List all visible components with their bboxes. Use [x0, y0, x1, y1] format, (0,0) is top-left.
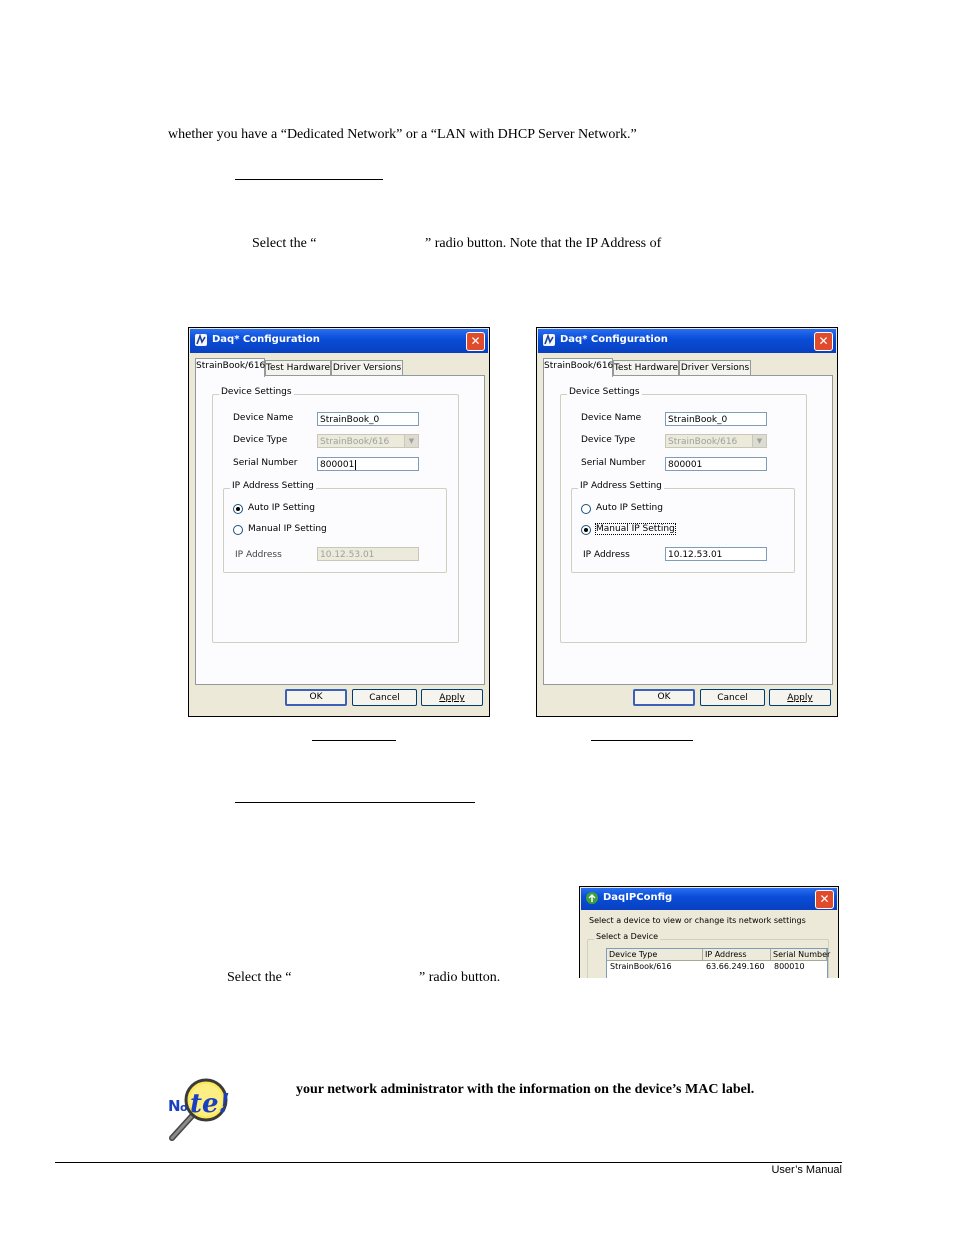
note-magnifier-icon	[162, 1078, 232, 1144]
device-type-select[interactable]	[317, 434, 419, 448]
serial-number-value: 800001	[320, 460, 355, 470]
serial-number-label: Serial Number	[581, 458, 646, 468]
tab-strainbook[interactable]: StrainBook/616	[195, 358, 265, 377]
caption-underline-right	[591, 740, 693, 741]
tab-panel	[543, 375, 833, 685]
tab-test-hardware[interactable]: Test Hardware	[265, 360, 331, 376]
chevron-down-icon: ▼	[752, 435, 766, 447]
device-settings-group	[560, 387, 807, 643]
dialog-title: Daq* Configuration	[560, 334, 668, 345]
manual-ip-radio[interactable]	[233, 525, 243, 535]
daq-app-icon	[542, 333, 556, 347]
manual-ip-radio[interactable]	[581, 525, 591, 535]
instruction-select-suffix: ” radio button. Note that the IP Address of	[425, 236, 662, 251]
ip-address-setting-group	[223, 481, 447, 573]
close-icon[interactable]: ✕	[466, 332, 485, 351]
column-header-ip-address[interactable]: IP Address	[703, 949, 771, 961]
caption-underline-left	[312, 740, 396, 741]
serial-number-field[interactable]: 800001	[665, 457, 767, 471]
device-type-value: StrainBook/616	[668, 437, 738, 447]
device-list[interactable]	[606, 948, 831, 978]
tab-panel	[195, 375, 485, 685]
cell-ip-address: 63.66.249.160	[706, 962, 765, 971]
chevron-down-icon: ▼	[404, 435, 418, 447]
ip-address-label: IP Address	[583, 550, 630, 560]
title-bar	[581, 888, 837, 910]
title-bar	[538, 329, 836, 353]
text-caret	[355, 460, 356, 470]
network-app-icon	[585, 891, 599, 905]
instruction-select-prefix-2: Select the “	[227, 970, 292, 985]
device-type-select[interactable]	[665, 434, 767, 448]
auto-ip-label: Auto IP Setting	[596, 503, 663, 513]
cell-serial-number: 800010	[774, 962, 805, 971]
daq-configuration-dialog-manual	[536, 327, 838, 717]
daq-app-icon	[194, 333, 208, 347]
device-type-label: Device Type	[581, 435, 636, 445]
footer-manual-label: User’s Manual	[771, 1164, 842, 1176]
device-settings-label: Device Settings	[569, 387, 640, 397]
heading-underline-2	[235, 802, 475, 803]
serial-number-label: Serial Number	[233, 458, 298, 468]
column-header-device-type[interactable]: Device Type	[607, 949, 703, 961]
cancel-button[interactable]: Cancel	[352, 689, 417, 706]
footer-rule	[55, 1162, 842, 1163]
ok-button[interactable]: OK	[285, 689, 347, 706]
dialog-title: Daq* Configuration	[212, 334, 320, 345]
device-name-label: Device Name	[233, 413, 294, 423]
ip-address-setting-label: IP Address Setting	[580, 481, 662, 491]
cancel-button[interactable]: Cancel	[700, 689, 765, 706]
apply-button[interactable]: Apply	[769, 689, 831, 706]
tab-driver-versions[interactable]: Driver Versions	[679, 360, 751, 376]
close-icon[interactable]: ✕	[814, 332, 833, 351]
table-row[interactable]	[607, 961, 827, 973]
device-type-label: Device Type	[233, 435, 288, 445]
svg-text:o: o	[180, 1101, 188, 1114]
title-bar	[190, 329, 488, 353]
auto-ip-radio[interactable]	[233, 504, 243, 514]
serial-number-field[interactable]	[317, 457, 419, 471]
ip-address-setting-group	[571, 481, 795, 573]
apply-button[interactable]: Apply	[421, 689, 483, 706]
ip-address-setting-label: IP Address Setting	[232, 481, 314, 491]
auto-ip-label: Auto IP Setting	[248, 503, 315, 513]
cell-device-type: StrainBook/616	[610, 962, 672, 971]
note-text: your network administrator with the information on the device’s MAC label.	[296, 1082, 755, 1097]
ok-button[interactable]: OK	[633, 689, 695, 706]
body-text-line: whether you have a “Dedicated Network” or a “LAN with DHCP Server Network.”	[168, 127, 637, 142]
dialog-title: DaqIPConfig	[603, 892, 673, 903]
instruction-select-prefix: Select the “	[252, 236, 317, 251]
heading-underline	[235, 179, 383, 180]
manual-ip-label: Manual IP Setting	[596, 524, 675, 534]
ip-address-label: IP Address	[235, 550, 282, 560]
device-name-field[interactable]: StrainBook_0	[665, 412, 767, 426]
instruction-select-suffix-2: ” radio button.	[419, 970, 501, 985]
device-type-value: StrainBook/616	[320, 437, 390, 447]
select-device-label: Select a Device	[596, 932, 659, 941]
daqipconfig-dialog	[579, 886, 839, 978]
tab-driver-versions[interactable]: Driver Versions	[331, 360, 403, 376]
ip-address-field[interactable]: 10.12.53.01	[317, 547, 419, 561]
svg-text:N: N	[168, 1097, 181, 1115]
ip-address-field[interactable]: 10.12.53.01	[665, 547, 767, 561]
device-settings-label: Device Settings	[221, 387, 292, 397]
close-icon[interactable]: ✕	[815, 890, 834, 909]
svg-text:te!: te!	[190, 1089, 230, 1119]
instruction-label: Select a device to view or change its network settings	[589, 916, 806, 925]
device-name-label: Device Name	[581, 413, 642, 423]
device-settings-group	[212, 387, 459, 643]
select-device-group	[587, 932, 831, 978]
column-header-serial-number[interactable]: Serial Number	[773, 950, 831, 959]
tab-test-hardware[interactable]: Test Hardware	[613, 360, 679, 376]
device-name-field[interactable]: StrainBook_0	[317, 412, 419, 426]
daq-configuration-dialog-auto	[188, 327, 490, 717]
manual-ip-label: Manual IP Setting	[248, 524, 327, 534]
tab-strainbook[interactable]: StrainBook/616	[543, 358, 613, 377]
auto-ip-radio[interactable]	[581, 504, 591, 514]
